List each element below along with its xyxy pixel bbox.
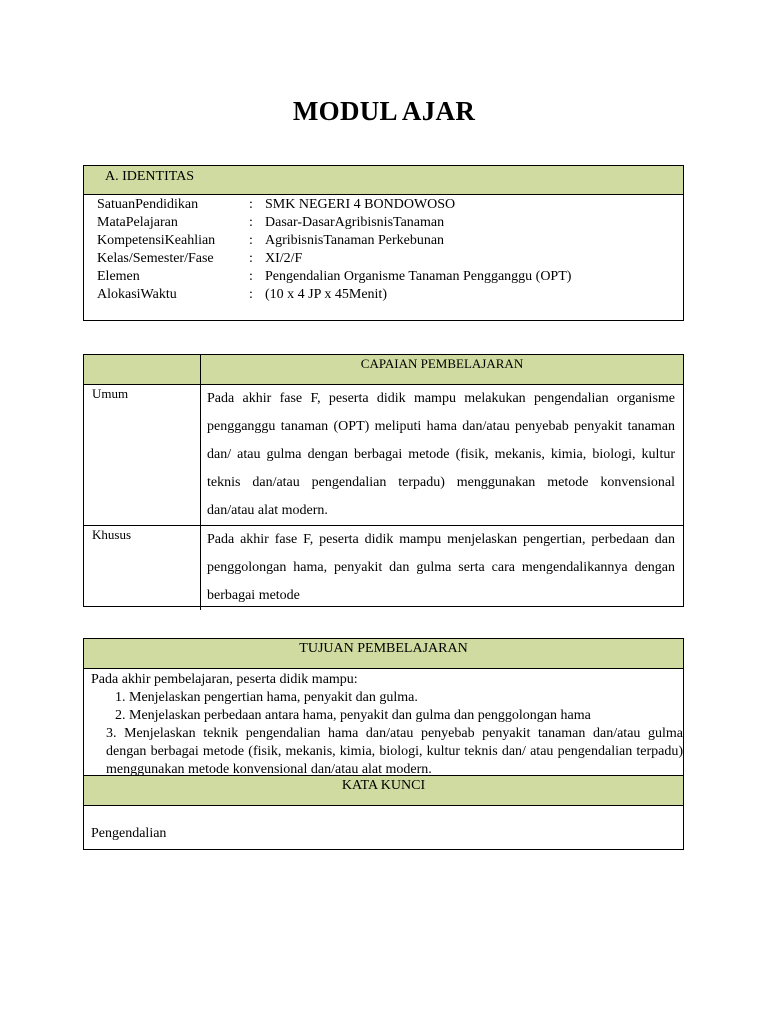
colon: :: [249, 269, 253, 284]
identitas-section: [83, 165, 684, 321]
identitas-key: AlokasiWaktu: [97, 287, 177, 302]
khusus-text: Pada akhir fase F, peserta didik mampu menjelaskan pengertian, perbedaan dan penggolongan hama, penyakit dan gulma serta cara mengendalikannya dengan berbagai metode: [201, 526, 684, 611]
kata-kunci-value: Pengendalian: [91, 826, 167, 841]
identitas-row: [97, 232, 444, 250]
identitas-value: Dasar-DasarAgribisnisTanaman: [265, 215, 445, 230]
identitas-header: A. IDENTITAS: [84, 166, 683, 195]
colon: :: [249, 197, 253, 212]
capaian-section: [83, 354, 684, 607]
identitas-value: Pengendalian Organisme Tanaman Pengganggu (OPT): [265, 269, 572, 284]
colon: :: [249, 215, 253, 230]
identitas-row: [97, 268, 571, 286]
khusus-label: Khusus: [84, 526, 201, 611]
umum-text: Pada akhir fase F, peserta didik mampu melakukan pengendalian organisme pengganggu tanaman (OPT) meliputi hama dan/atau penyebab penyakit tanaman dan/ atau gulma dengan berbagai metode (fisik, mekanis, kimia, biologi, kultur teknis dan/atau pengendalian terpadu) menggunakan metode konvensional dan/atau alat modern.: [201, 385, 684, 526]
identitas-row: [97, 286, 387, 304]
document-title: MODUL AJAR: [292, 96, 476, 126]
identitas-value: XI/2/F: [265, 251, 303, 266]
identitas-key: Kelas/Semester/Fase: [97, 251, 214, 266]
tujuan-intro: Pada akhir pembelajaran, peserta didik mampu:: [91, 672, 358, 687]
identitas-key: KompetensiKeahlian: [97, 233, 216, 248]
identitas-value: AgribisnisTanaman Perkebunan: [265, 233, 445, 248]
identitas-key: MataPelajaran: [97, 215, 178, 230]
identitas-value: SMK NEGERI 4 BONDOWOSO: [265, 197, 456, 212]
tujuan-item-3: 3. Menjelaskan teknik pengendalian hama dan/atau penyebab penyakit tanaman dan/atau gulma dengan berbagai metode (fisik, mekanis, kimia, biologi, kultur teknis dan/ atau pengendalian terpadu) menggunakan metode konvensional dan/atau alat modern.: [106, 726, 683, 777]
tujuan-header: TUJUAN PEMBELAJARAN: [84, 639, 683, 669]
capaian-table: [84, 355, 683, 610]
capaian-header-blank: [84, 355, 201, 385]
umum-label: Umum: [84, 385, 201, 526]
identitas-key: SatuanPendidikan: [97, 197, 199, 212]
tujuan-item: 1. Menjelaskan pengertian hama, penyakit dan gulma.: [129, 689, 683, 707]
colon: :: [249, 233, 253, 248]
colon: :: [249, 251, 253, 266]
capaian-header: CAPAIAN PEMBELAJARAN: [201, 355, 684, 385]
kata-kunci-header: KATA KUNCI: [84, 776, 683, 806]
tujuan-body: [84, 669, 683, 776]
colon: :: [249, 287, 253, 302]
tujuan-section: [83, 638, 684, 850]
identitas-row: [97, 214, 444, 232]
identitas-key: Elemen: [97, 269, 140, 284]
tujuan-item: 2. Menjelaskan perbedaan antara hama, penyakit dan gulma dan penggolongan hama: [129, 707, 683, 725]
identitas-row: [97, 250, 302, 268]
identitas-value: (10 x 4 JP x 45Menit): [265, 287, 387, 302]
identitas-row: [97, 196, 455, 214]
tujuan-list: [84, 689, 683, 725]
